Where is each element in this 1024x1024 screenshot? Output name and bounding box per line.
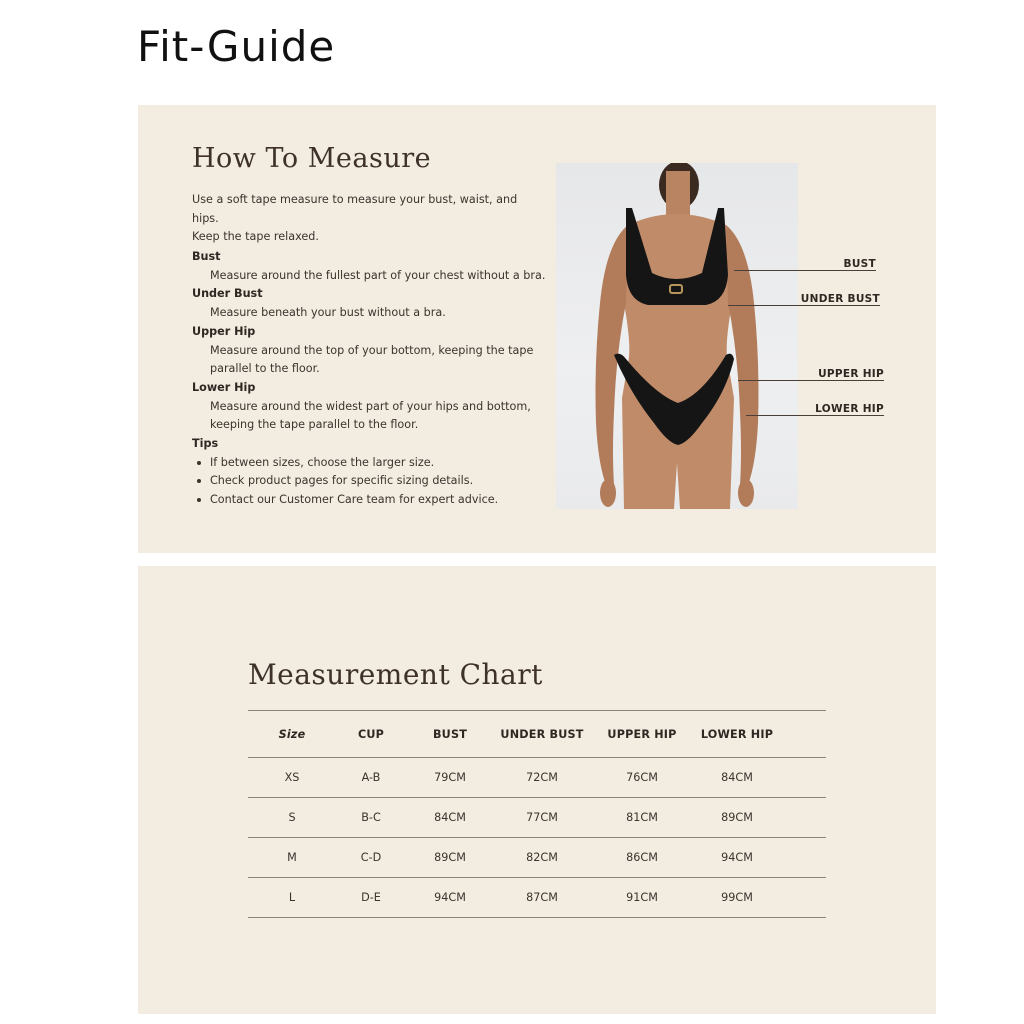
how-to-measure-heading: How To Measure (192, 143, 432, 174)
table-row (248, 798, 826, 838)
callout-line (734, 270, 876, 271)
table-row (248, 838, 826, 878)
cell-lower-hip: 99CM (694, 878, 780, 918)
cell-under-bust: 77CM (494, 798, 590, 838)
size-table (248, 710, 826, 918)
upper-hip-callout (738, 363, 884, 381)
cell-size: L (248, 878, 336, 918)
lower-hip-callout-label: LOWER HIP (815, 403, 884, 415)
cell-spacer (780, 878, 826, 918)
cell-spacer (780, 798, 826, 838)
tip-item: Check product pages for specific sizing details. (210, 472, 552, 491)
col-size: Size (248, 711, 336, 758)
under-bust-desc: Measure beneath your bust without a bra. (210, 306, 446, 320)
col-under-bust: UNDER BUST (494, 711, 590, 758)
model-photo (556, 163, 798, 509)
cell-spacer (780, 838, 826, 878)
tip-item: If between sizes, choose the larger size. (210, 454, 552, 473)
cell-cup: B-C (336, 798, 406, 838)
col-lower-hip: LOWER HIP (694, 711, 780, 758)
lower-hip-term: Lower Hip (192, 380, 256, 394)
tips-term: Tips (192, 437, 219, 451)
measurement-chart-heading: Measurement Chart (248, 658, 543, 691)
callout-line (728, 305, 880, 306)
cell-cup: C-D (336, 838, 406, 878)
col-upper-hip: UPPER HIP (590, 711, 694, 758)
cell-cup: D-E (336, 878, 406, 918)
upper-hip-desc: parallel to the floor. (210, 362, 320, 376)
lower-hip-desc: keeping the tape parallel to the floor. (210, 418, 419, 432)
cell-upper-hip: 91CM (590, 878, 694, 918)
cell-under-bust: 72CM (494, 758, 590, 798)
bust-term: Bust (192, 250, 221, 263)
cell-bust: 84CM (406, 798, 494, 838)
cell-lower-hip: 89CM (694, 798, 780, 838)
cell-upper-hip: 76CM (590, 758, 694, 798)
intro-line: Keep the tape relaxed. (192, 230, 319, 243)
cell-bust: 94CM (406, 878, 494, 918)
cell-under-bust: 82CM (494, 838, 590, 878)
cell-size: M (248, 838, 336, 878)
intro-text (192, 191, 542, 247)
cell-lower-hip: 94CM (694, 838, 780, 878)
cell-under-bust: 87CM (494, 878, 590, 918)
how-to-measure-panel (138, 105, 936, 553)
cell-bust: 79CM (406, 758, 494, 798)
table-row (248, 878, 826, 918)
table-row (248, 758, 826, 798)
cell-spacer (780, 758, 826, 798)
lower-hip-desc: Measure around the widest part of your hips and bottom, (210, 399, 531, 413)
measurement-chart-panel (138, 566, 936, 1014)
cell-upper-hip: 86CM (590, 838, 694, 878)
table-header-row (248, 711, 826, 758)
tips-list (192, 454, 552, 510)
cell-upper-hip: 81CM (590, 798, 694, 838)
cell-size: XS (248, 758, 336, 798)
cell-cup: A-B (336, 758, 406, 798)
upper-hip-desc: Measure around the top of your bottom, keeping the tape (210, 343, 534, 357)
col-spacer (780, 711, 826, 758)
tip-item: Contact our Customer Care team for expert advice. (210, 491, 552, 510)
bust-callout-label: BUST (843, 258, 876, 270)
cell-bust: 89CM (406, 838, 494, 878)
intro-line: Use a soft tape measure to measure your bust, waist, and hips. (192, 193, 518, 225)
upper-hip-callout-label: UPPER HIP (818, 368, 884, 380)
cell-lower-hip: 84CM (694, 758, 780, 798)
under-bust-callout-label: UNDER BUST (800, 293, 880, 305)
lower-hip-callout (746, 398, 884, 416)
under-bust-term: Under Bust (192, 287, 263, 301)
bust-callout (734, 253, 876, 271)
cell-size: S (248, 798, 336, 838)
under-bust-callout (728, 288, 880, 306)
callout-line (738, 380, 884, 381)
upper-hip-term: Upper Hip (192, 324, 256, 338)
col-bust: BUST (406, 711, 494, 758)
col-cup: CUP (336, 711, 406, 758)
callout-line (746, 415, 884, 416)
page-title: Fit-Guide (137, 22, 336, 71)
measure-guide (192, 248, 552, 510)
model-figure (556, 163, 798, 509)
bust-desc: Measure around the fullest part of your chest without a bra. (210, 268, 546, 282)
